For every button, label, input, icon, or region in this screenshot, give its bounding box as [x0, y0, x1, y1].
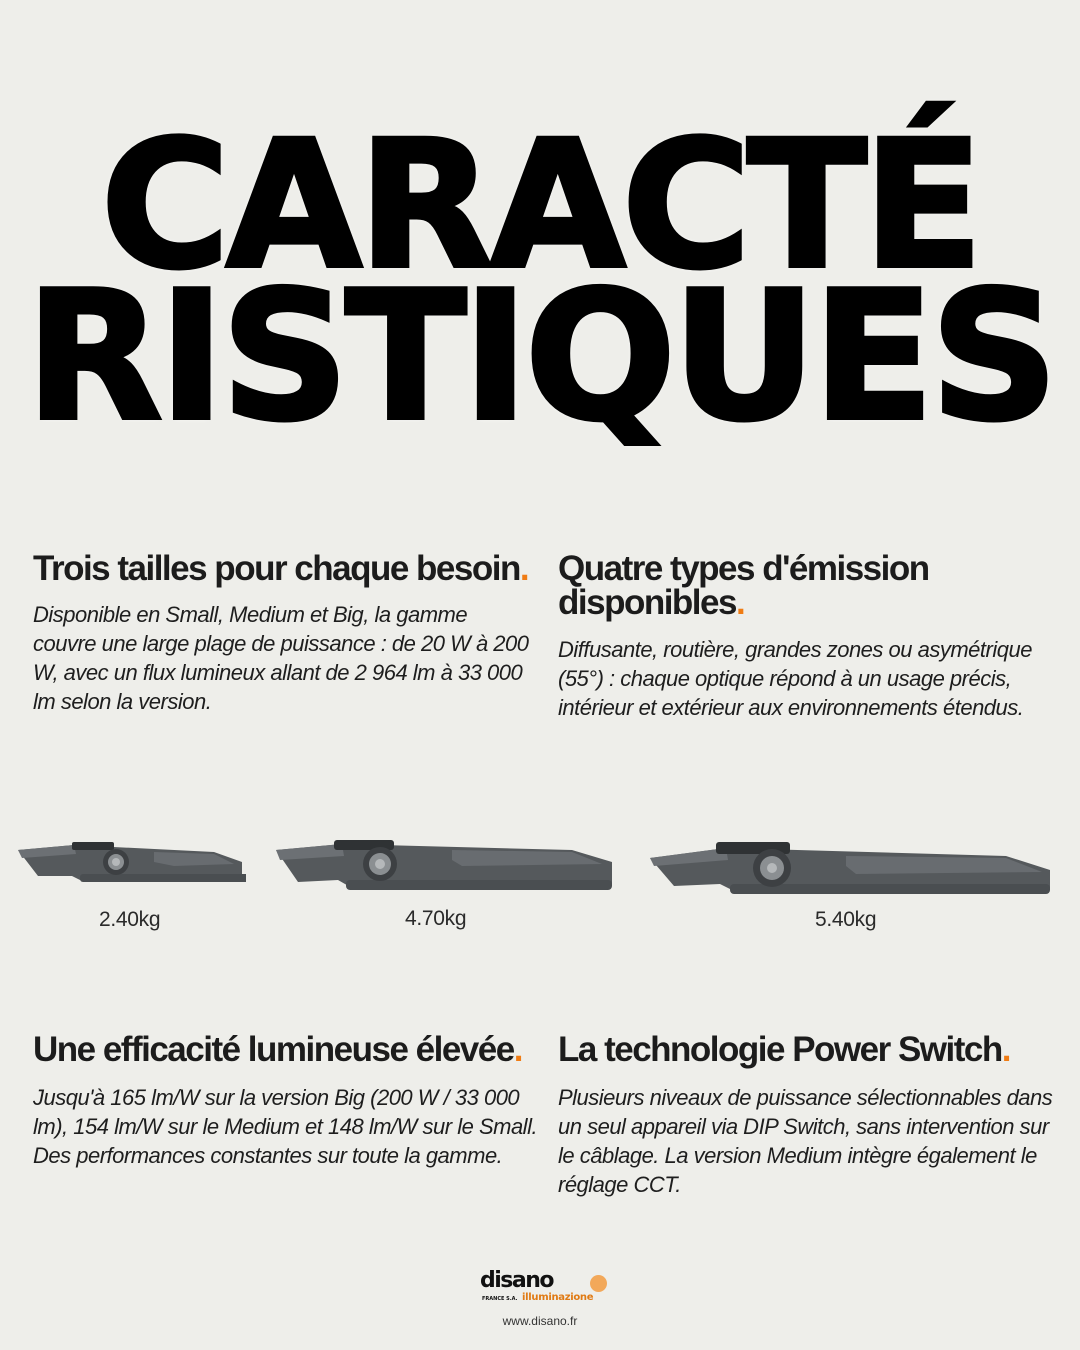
streetlight-big-image — [646, 838, 1056, 898]
streetlight-medium-image — [272, 836, 618, 894]
website-url[interactable]: www.disano.fr — [502, 1314, 578, 1328]
logo-subtitle: FRANCE S.A. — [482, 1296, 518, 1302]
streetlight-small-image — [14, 840, 246, 886]
feature-title: Quatre types d'émission disponibles. — [558, 549, 929, 623]
feature-title: Une efficacité lumineuse élevée. — [33, 1030, 522, 1069]
feature-efficiency — [33, 1030, 543, 1170]
accent-dot: . — [513, 1030, 522, 1069]
feature-text: Jusqu'à 165 lm/W sur la version Big (200 W / 33 000 lm), 154 lm/W sur le Medium et 148 lm/W sur le Small. Des performances constantes sur toute la gamme. — [33, 1085, 538, 1169]
disano-logo — [478, 1270, 608, 1310]
accent-dot: . — [1001, 1030, 1010, 1069]
feature-emission-types — [558, 549, 1058, 722]
logo-name: disano — [480, 1268, 554, 1293]
feature-text: Disponible en Small, Medium et Big, la gamme couvre une large plage de puissance : de 20 W à 200 W, avec un flux lumineux allant de 2 964 lm à 33 000 lm selon la version. — [33, 602, 529, 715]
feature-title: La technologie Power Switch. — [558, 1030, 1010, 1069]
accent-dot: . — [735, 583, 745, 623]
sun-icon — [590, 1275, 607, 1292]
feature-text: Plusieurs niveaux de puissance sélectionnables dans un seul appareil via DIP Switch, sans intervention sur le câblage. La version Medium intègre également le réglage CCT. — [558, 1085, 1053, 1198]
feature-text: Diffusante, routière, grandes zones ou asymétrique (55°) : chaque optique répond à un usage précis, intérieur et extérieur aux environnements étendus. — [558, 636, 1032, 720]
feature-sizes — [33, 549, 533, 716]
feature-title: Trois tailles pour chaque besoin. — [33, 549, 529, 588]
feature-power-switch — [558, 1030, 1058, 1199]
weight-medium: 4.70kg — [405, 907, 467, 930]
accent-dot: . — [519, 549, 529, 588]
hero-title-line1: CARACTÉ — [100, 103, 980, 308]
weight-small: 2.40kg — [99, 908, 161, 931]
weight-big: 5.40kg — [815, 908, 877, 931]
logo-brand: illuminazione — [522, 1292, 594, 1303]
hero-title-line2: RISTIQUES — [25, 253, 1055, 460]
